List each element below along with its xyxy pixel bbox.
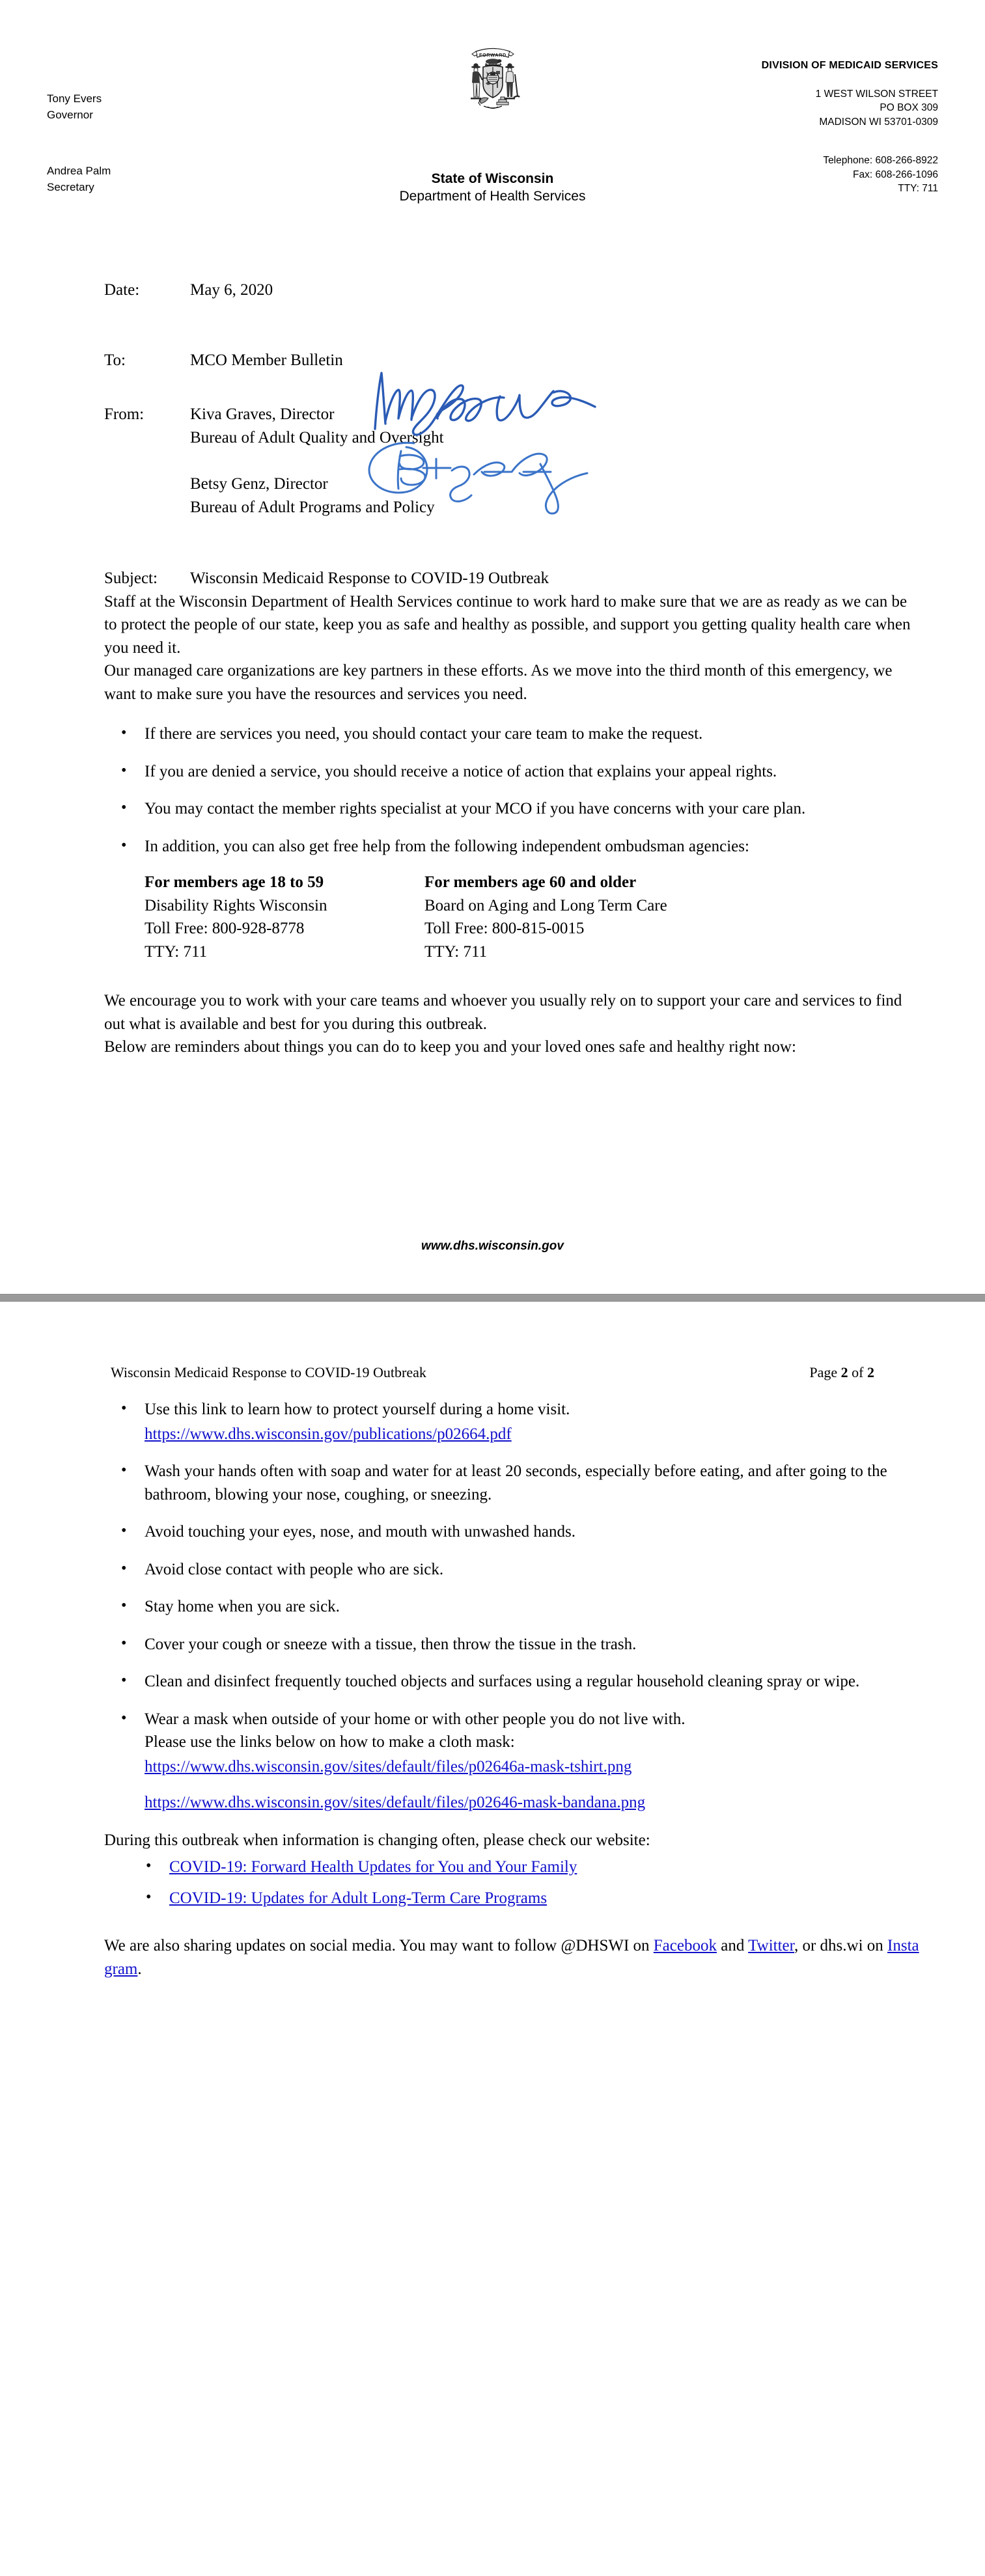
- covid-ltc-link[interactable]: COVID-19: Updates for Adult Long-Term Care Programs: [169, 1889, 548, 1907]
- ombudsman-column-18-to-59: [145, 871, 424, 963]
- list-item: • If there are services you need, you should contact your care team to make the request.: [104, 722, 923, 746]
- twitter-link[interactable]: Twitter: [748, 1937, 794, 1954]
- home-visit-link[interactable]: https://www.dhs.wisconsin.gov/publications/p02664.pdf: [145, 1425, 512, 1443]
- social-text-1: We are also sharing updates on social media. You may want to follow @DHSWI on: [104, 1937, 654, 1954]
- ombudsman-column-60-and-older: [424, 871, 704, 963]
- prevention-tips-list: [104, 1398, 923, 1815]
- tty-line: TTY: 711: [898, 182, 938, 194]
- list-item: • Stay home when you are sick.: [104, 1595, 923, 1619]
- letter-body: [0, 279, 985, 1059]
- address-line-1: 1 WEST WILSON STREET: [815, 89, 938, 100]
- page-2-running-header: [0, 1302, 985, 1381]
- list-item: [104, 1856, 923, 1879]
- secretary-name: Andrea Palm: [47, 165, 111, 178]
- date-value: May 6, 2020: [190, 281, 273, 299]
- ombudsman-agency-name: Disability Rights Wisconsin: [145, 896, 327, 914]
- mailing-address: [665, 87, 938, 129]
- facebook-link[interactable]: Facebook: [653, 1937, 717, 1954]
- address-line-3: MADISON WI 53701-0309: [819, 116, 938, 128]
- governor-title: Governor: [47, 108, 93, 121]
- contact-numbers: [665, 154, 938, 195]
- page-label: Page: [809, 1364, 838, 1380]
- page-2: [0, 1302, 985, 2576]
- memo-row-from: [104, 403, 923, 519]
- paragraph-4: Below are reminders about things you can do to keep you and your loved ones safe and healthy right now:: [104, 1038, 796, 1056]
- member-guidance-list: [104, 722, 923, 858]
- social-media-paragraph: [104, 1934, 923, 1980]
- ombudsman-toll-free: Toll Free: 800-815-0015: [424, 920, 585, 937]
- fax-line: Fax: 608-266-1096: [853, 169, 938, 180]
- mask-tshirt-link[interactable]: https://www.dhs.wisconsin.gov/sites/default/files/p02646a-mask-tshirt.png: [145, 1757, 632, 1775]
- social-text-3: , or dhs.wi on: [794, 1937, 888, 1954]
- list-item: • Wash your hands often with soap and water for at least 20 seconds, especially before eating, and after going to the bathroom, blowing your nose, coughing, or sneezing.: [104, 1460, 923, 1506]
- paragraph-2: Our managed care organizations are key partners in these efforts. As we move into the third month of this emergency, we want to make sure you have the resources and services you need.: [104, 662, 893, 703]
- ombudsman-heading: For members age 60 and older: [424, 873, 637, 891]
- letterhead: [0, 0, 985, 202]
- from-signer-1-bureau: Bureau of Adult Quality and Oversight: [190, 428, 444, 446]
- address-line-2: PO BOX 309: [880, 102, 938, 114]
- memo-row-subject: [104, 567, 923, 590]
- covid-update-links: [104, 1856, 923, 1910]
- paragraph-1: Staff at the Wisconsin Department of Health Services continue to work hard to make sure that we are as ready as we can be to protect the people of our state, keep you as safe and healthy as possible, and support you getting quality health care when you need it.: [104, 592, 911, 657]
- svg-text:FORWARD: FORWARD: [479, 52, 506, 58]
- telephone-line: Telephone: 608-266-8922: [823, 155, 938, 167]
- mask-bandana-link[interactable]: https://www.dhs.wisconsin.gov/sites/default/files/p02646-mask-bandana.png: [145, 1794, 646, 1811]
- page-2-body: [0, 1398, 985, 1980]
- list-item: • You may contact the member rights specialist at your MCO if you have concerns with your care plan.: [104, 797, 923, 821]
- social-text-4: .: [137, 1960, 142, 1978]
- footer-website-url: www.dhs.wisconsin.gov: [421, 1239, 564, 1253]
- list-item: [104, 1887, 923, 1910]
- ombudsman-tty: TTY: 711: [424, 942, 488, 961]
- covid-forwardhealth-link[interactable]: COVID-19: Forward Health Updates for You and Your Family: [169, 1858, 577, 1876]
- date-label: Date:: [104, 281, 140, 299]
- from-signer-2-group: [190, 473, 923, 519]
- memo-row-to: [104, 349, 923, 372]
- wisconsin-state-seal-icon: [462, 40, 524, 113]
- website-intro: During this outbreak when information is changing often, please check our website:: [104, 1831, 650, 1849]
- instagram-link[interactable]: Instagram: [104, 1937, 919, 1978]
- division-address-block: [665, 59, 938, 195]
- list-item: • In addition, you can also get free help from the following independent ombudsman agencies:: [104, 835, 923, 858]
- from-label: From:: [104, 405, 145, 423]
- from-signer-2-name: Betsy Genz, Director: [190, 475, 328, 493]
- ombudsman-heading: For members age 18 to 59: [145, 873, 324, 891]
- ombudsman-agencies-table: [104, 871, 923, 963]
- department-line: Department of Health Services: [399, 189, 586, 204]
- ombudsman-agency-name: Board on Aging and Long Term Care: [424, 896, 667, 914]
- mask-line-2: Please use the links below on how to make a cloth mask:: [145, 1733, 515, 1751]
- list-item: • Cover your cough or sneeze with a tissue, then throw the tissue in the trash.: [104, 1633, 923, 1656]
- from-signer-1-name: Kiva Graves, Director: [190, 405, 335, 423]
- division-name: DIVISION OF MEDICAID SERVICES: [761, 60, 938, 71]
- paragraph-3: We encourage you to work with your care teams and whoever you usually rely on to support your care and services to find out what is available and best for you during this outbreak.: [104, 992, 902, 1033]
- page-of-label: of: [852, 1364, 864, 1380]
- memo-row-date: [104, 279, 923, 302]
- social-text-2: and: [716, 1937, 749, 1954]
- list-item: [104, 1708, 923, 1815]
- from-signer-2-bureau: Bureau of Adult Programs and Policy: [190, 498, 435, 516]
- list-item: • Avoid touching your eyes, nose, and mouth with unwashed hands.: [104, 1520, 923, 1544]
- list-item: [104, 1398, 923, 1446]
- ombudsman-tty: TTY: 711: [145, 942, 208, 961]
- mask-line-1: Wear a mask when outside of your home or with other people you do not live with.: [145, 1710, 686, 1728]
- home-visit-text: Use this link to learn how to protect yourself during a home visit.: [145, 1401, 570, 1418]
- to-value: MCO Member Bulletin: [190, 351, 343, 369]
- state-line: State of Wisconsin: [431, 171, 554, 186]
- ombudsman-toll-free: Toll Free: 800-928-8778: [145, 920, 305, 937]
- secretary-title: Secretary: [47, 180, 94, 193]
- list-item: • Avoid close contact with people who are sick.: [104, 1558, 923, 1582]
- from-value: [190, 403, 923, 519]
- running-header-title: Wisconsin Medicaid Response to COVID-19 Outbreak: [111, 1364, 426, 1380]
- page-total: 2: [867, 1364, 874, 1380]
- subject-label: Subject:: [104, 569, 158, 587]
- subject-value: Wisconsin Medicaid Response to COVID-19 Outbreak: [190, 569, 549, 587]
- list-item: • If you are denied a service, you should receive a notice of action that explains your appeal rights.: [104, 760, 923, 784]
- governor-name: Tony Evers: [47, 92, 102, 105]
- page-number: 2: [840, 1364, 848, 1380]
- page-separator: [0, 1294, 985, 1302]
- page-number-indicator: [809, 1364, 874, 1381]
- list-item: • Clean and disinfect frequently touched objects and surfaces using a regular household cleaning spray or wipe.: [104, 1670, 923, 1693]
- to-label: To:: [104, 351, 126, 369]
